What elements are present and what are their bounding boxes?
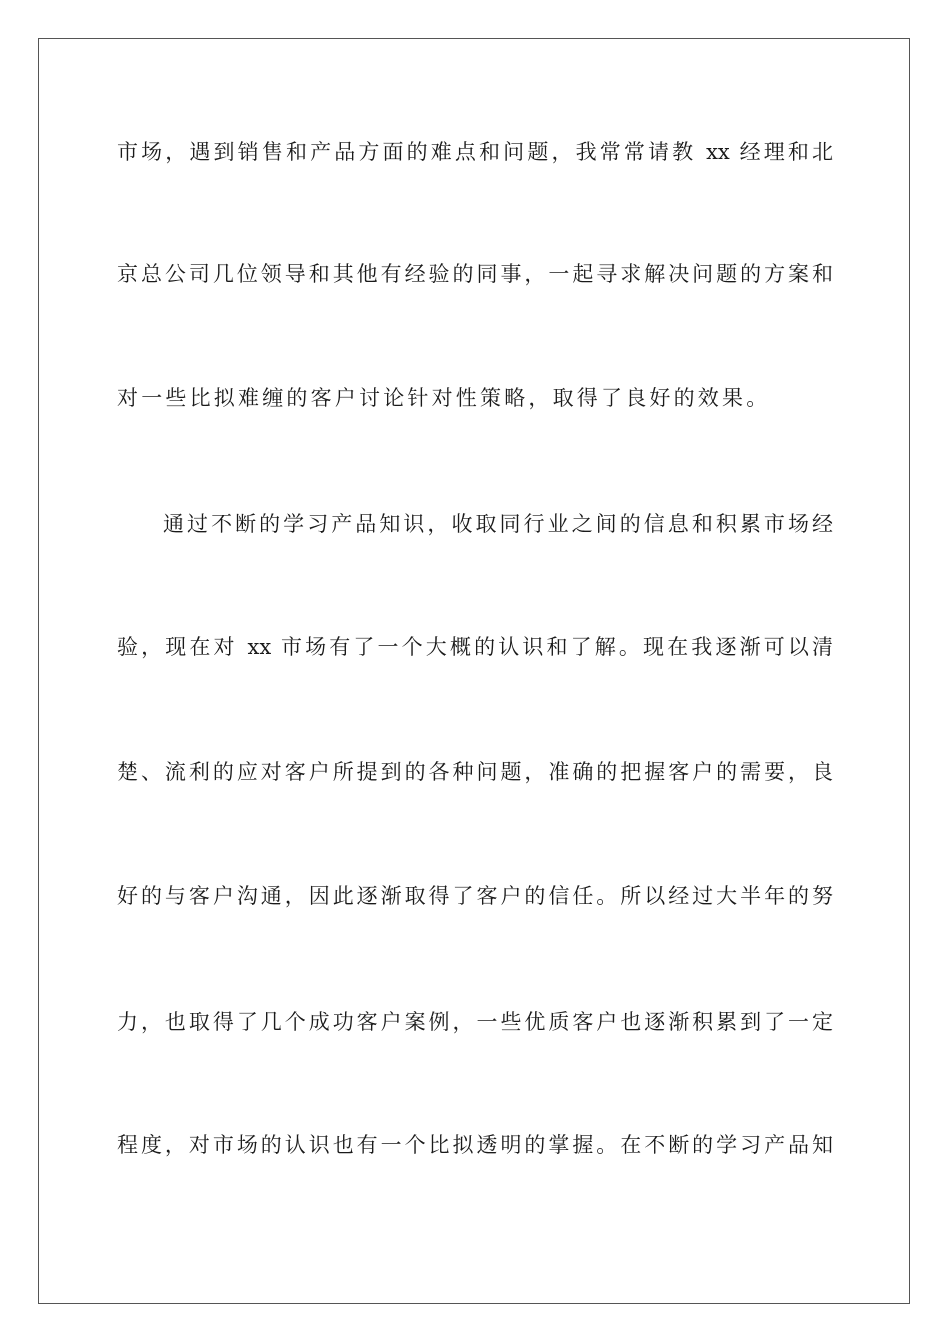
text-line: 对一些比拟难缠的客户讨论针对性策略，取得了良好的效果。 [117, 386, 771, 410]
text-line: 好的与客户沟通，因此逐渐取得了客户的信任。所以经过大半年的努 [117, 884, 833, 908]
paragraph-first-line: 通过不断的学习产品知识，收取同行业之间的信息和积累市场经 [163, 512, 833, 536]
page-border [38, 38, 910, 1304]
text-line: 验，现在对 xx 市场有了一个大概的认识和了解。现在我逐渐可以清 [117, 635, 833, 659]
text-line: 力，也取得了几个成功客户案例，一些优质客户也逐渐积累到了一定 [117, 1010, 833, 1034]
text-line: 京总公司几位领导和其他有经验的同事，一起寻求解决问题的方案和 [117, 262, 833, 286]
text-line: 市场，遇到销售和产品方面的难点和问题，我常常请教 xx 经理和北 [117, 140, 833, 164]
text-line: 程度，对市场的认识也有一个比拟透明的掌握。在不断的学习产品知 [117, 1133, 833, 1157]
text-line: 楚、流利的应对客户所提到的各种问题，准确的把握客户的需要，良 [117, 760, 833, 784]
